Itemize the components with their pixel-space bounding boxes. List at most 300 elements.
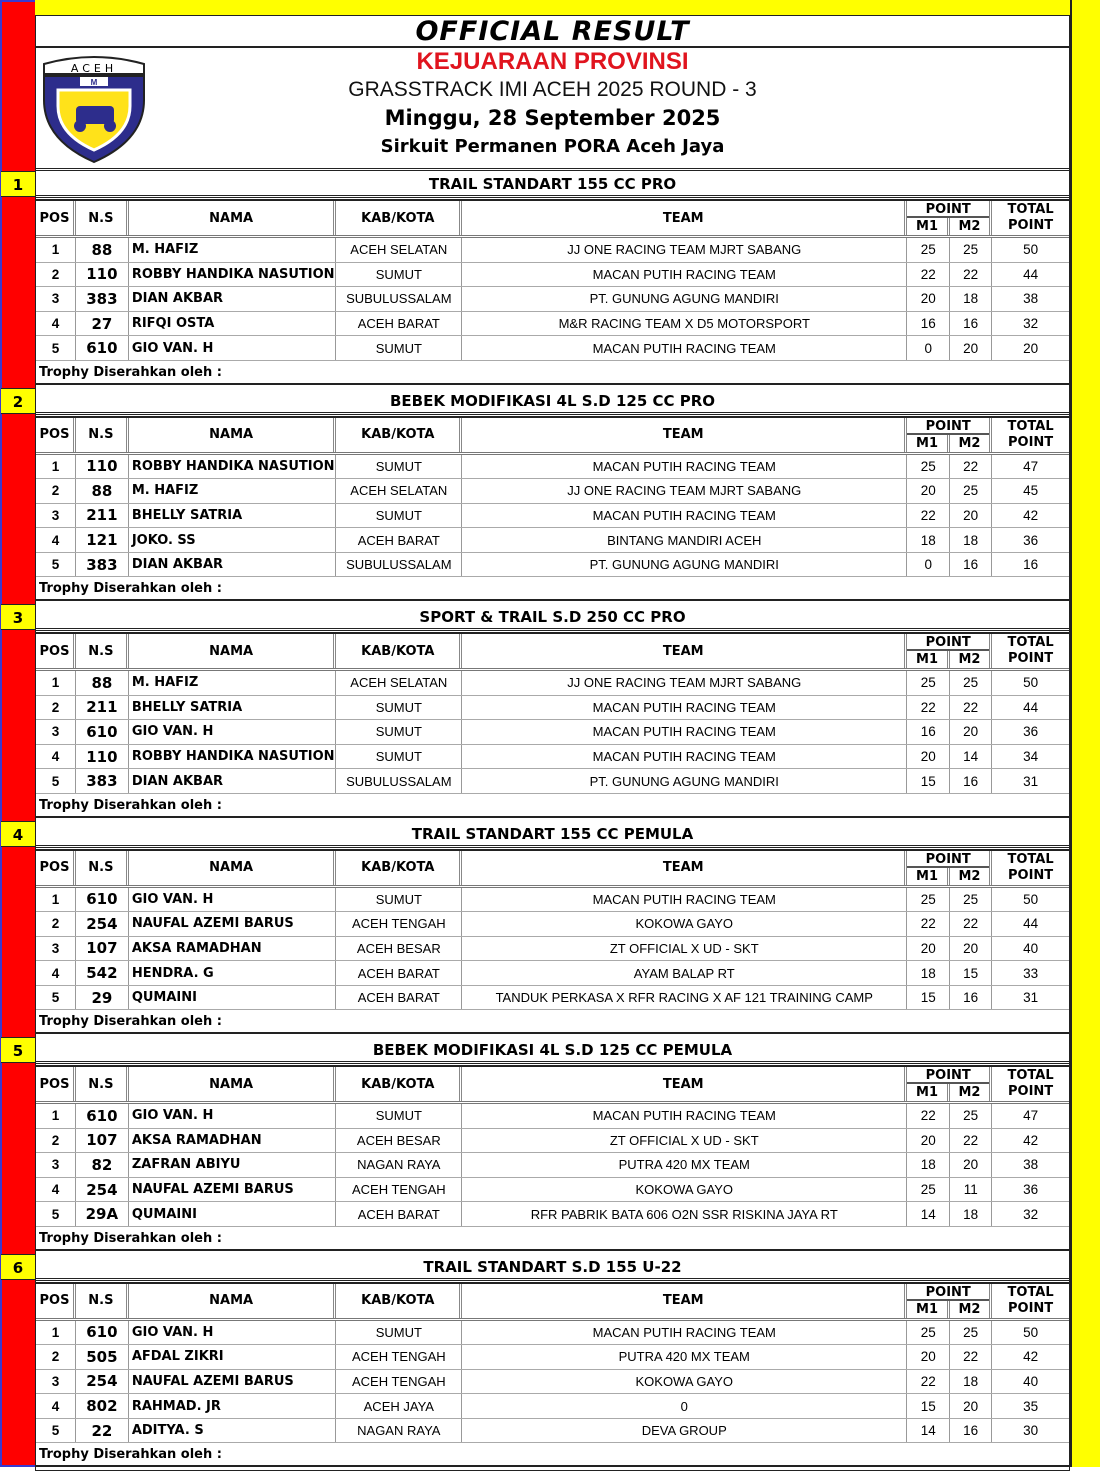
cell-rider-name: M. HAFIZ: [129, 479, 337, 503]
col-nama: NAMA: [129, 1067, 337, 1101]
cell-pos: 1: [36, 455, 76, 479]
cell-rider-name: DIAN AKBAR: [129, 287, 337, 311]
cell-rider-name: NAUFAL AZEMI BARUS: [129, 912, 337, 936]
cell-team: KOKOWA GAYO: [462, 912, 907, 936]
cell-m1-point: 25: [907, 671, 950, 695]
cell-rider-name: ADITYA. S: [129, 1419, 337, 1443]
cell-regency: ACEH TENGAH: [336, 1345, 462, 1369]
cell-team: MACAN PUTIH RACING TEAM: [462, 888, 907, 912]
col-total: [992, 1284, 1069, 1318]
event-name: KEJUARAAN PROVINSI: [416, 48, 689, 75]
table-row: [36, 455, 1069, 480]
col-ns: N.S: [76, 634, 129, 668]
cell-m2-point: 25: [950, 671, 992, 695]
cell-regency: ACEH BARAT: [336, 961, 462, 985]
cell-m1-point: 22: [907, 1104, 950, 1128]
column-header: [36, 1282, 1069, 1321]
col-point: POINT: [907, 201, 989, 218]
svg-text:ACEH: ACEH: [70, 62, 118, 75]
col-point: POINT: [907, 851, 989, 868]
cell-rider-name: GIO VAN. H: [129, 888, 337, 912]
cell-m2-point: 25: [950, 888, 992, 912]
col-m1: M1: [907, 1301, 949, 1318]
cell-rider-name: RIFQI OSTA: [129, 312, 337, 336]
cell-m1-point: 16: [907, 720, 950, 744]
cell-total-point: 44: [1023, 916, 1039, 932]
cell-total-point: 16: [1023, 557, 1039, 573]
col-point-group: [907, 1284, 992, 1318]
cell-total-point: 32: [1023, 1206, 1039, 1222]
cell-total-point: 32: [1023, 316, 1039, 332]
cell-race-number: 107: [76, 1129, 129, 1153]
cell-total-point: 47: [1023, 1108, 1039, 1124]
cell-race-number: 610: [76, 1104, 129, 1128]
cell-rider-name: BHELLY SATRIA: [129, 504, 337, 528]
trophy-line: Trophy Diserahkan oleh :: [36, 1443, 1069, 1467]
cell-team: RFR PABRIK BATA 606 O2N SSR RISKINA JAYA RT: [462, 1202, 907, 1226]
cell-regency: ACEH TENGAH: [336, 1178, 462, 1202]
cell-race-number: 88: [76, 238, 129, 262]
table-row: [36, 312, 1069, 337]
cell-total-point: 42: [1023, 1132, 1039, 1148]
table-row: [36, 238, 1069, 263]
sections: [12, 171, 1069, 1470]
table-row: [36, 1153, 1069, 1178]
cell-rider-name: QUMAINI: [129, 1202, 337, 1226]
col-kab: KAB/KOTA: [336, 201, 462, 235]
document-title: OFFICIAL RESULT: [36, 16, 1069, 48]
cell-regency: ACEH BARAT: [336, 986, 462, 1010]
cell-race-number: 110: [76, 745, 129, 769]
table-row: [36, 769, 1069, 794]
cell-m1-point: 20: [907, 745, 950, 769]
cell-team: MACAN PUTIH RACING TEAM: [462, 720, 907, 744]
col-total: [992, 1067, 1069, 1101]
cell-rider-name: QUMAINI: [129, 986, 337, 1010]
cell-race-number: 610: [76, 888, 129, 912]
cell-regency: SUBULUSSALAM: [336, 287, 462, 311]
cell-pos: 5: [36, 986, 76, 1010]
cell-total-point: 42: [1023, 507, 1039, 523]
cell-m1-point: 25: [907, 1321, 950, 1345]
column-header: [36, 849, 1069, 888]
table-row: [36, 1321, 1069, 1346]
cell-regency: SUMUT: [336, 263, 462, 287]
cell-regency: SUMUT: [336, 455, 462, 479]
cell-rider-name: BHELLY SATRIA: [129, 696, 337, 720]
table-row: [36, 263, 1069, 288]
cell-team: ZT OFFICIAL X UD - SKT: [462, 1129, 907, 1153]
cell-race-number: 254: [76, 912, 129, 936]
cell-m1-point: 22: [907, 912, 950, 936]
cell-m1-point: 18: [907, 528, 950, 552]
cell-team: JJ ONE RACING TEAM MJRT SABANG: [462, 671, 907, 695]
cell-m2-point: 15: [950, 961, 992, 985]
cell-total-point: 44: [1023, 699, 1039, 715]
col-pos: POS: [36, 634, 76, 668]
cell-regency: SUMUT: [336, 1104, 462, 1128]
cell-race-number: 211: [76, 696, 129, 720]
cell-m1-point: 20: [907, 937, 950, 961]
cell-team: 0: [462, 1394, 907, 1418]
col-team: TEAM: [462, 418, 907, 452]
cell-team: JJ ONE RACING TEAM MJRT SABANG: [462, 238, 907, 262]
col-point-group: [907, 201, 992, 235]
cell-regency: ACEH BARAT: [336, 528, 462, 552]
col-pos: POS: [36, 851, 76, 885]
cell-rider-name: DIAN AKBAR: [129, 769, 337, 793]
cell-m1-point: 20: [907, 1129, 950, 1153]
cell-pos: 1: [36, 238, 76, 262]
cell-regency: SUMUT: [336, 336, 462, 360]
cell-m2-point: 22: [950, 1129, 992, 1153]
cell-m2-point: 20: [950, 504, 992, 528]
trophy-line: Trophy Diserahkan oleh :: [36, 1227, 1069, 1251]
cell-regency: SUMUT: [336, 1321, 462, 1345]
table-row: [36, 720, 1069, 745]
class-section: [12, 821, 1069, 1038]
cell-m1-point: 0: [907, 553, 950, 577]
cell-m2-point: 18: [950, 528, 992, 552]
cell-pos: 4: [36, 312, 76, 336]
cell-pos: 4: [36, 745, 76, 769]
cell-m1-point: 25: [907, 1178, 950, 1202]
cell-m2-point: 20: [950, 1394, 992, 1418]
cell-rider-name: GIO VAN. H: [129, 1104, 337, 1128]
col-point: POINT: [907, 1284, 989, 1301]
cell-race-number: 22: [76, 1419, 129, 1443]
column-header: [36, 1065, 1069, 1104]
cell-m2-point: 20: [950, 336, 992, 360]
table-row: [36, 287, 1069, 312]
class-title: BEBEK MODIFIKASI 4L S.D 125 CC PEMULA: [36, 1037, 1069, 1064]
col-total-line2: POINT: [1007, 434, 1054, 450]
class-section: [12, 604, 1069, 821]
cell-team: JJ ONE RACING TEAM MJRT SABANG: [462, 479, 907, 503]
cell-total-point: 34: [1023, 749, 1039, 765]
col-point-group: [907, 634, 992, 668]
col-total-line1: TOTAL: [1007, 1068, 1054, 1083]
cell-m1-point: 18: [907, 1153, 950, 1177]
cell-regency: ACEH BARAT: [336, 312, 462, 336]
svg-text:M: M: [90, 78, 98, 87]
col-ns: N.S: [76, 1067, 129, 1101]
col-kab: KAB/KOTA: [336, 634, 462, 668]
cell-pos: 3: [36, 937, 76, 961]
cell-race-number: 110: [76, 455, 129, 479]
cell-m1-point: 22: [907, 1370, 950, 1394]
col-m1: M1: [907, 651, 949, 668]
cell-m2-point: 20: [950, 937, 992, 961]
col-total-line2: POINT: [1007, 651, 1054, 666]
cell-team: PUTRA 420 MX TEAM: [462, 1153, 907, 1177]
col-m2: M2: [958, 219, 981, 234]
cell-race-number: 82: [76, 1153, 129, 1177]
col-total-line1: TOTAL: [1007, 418, 1054, 434]
cell-race-number: 110: [76, 263, 129, 287]
cell-team: AYAM BALAP RT: [462, 961, 907, 985]
right-bar: [1070, 0, 1100, 1467]
cell-regency: NAGAN RAYA: [336, 1419, 462, 1443]
cell-team: MACAN PUTIH RACING TEAM: [462, 696, 907, 720]
cell-m2-point: 22: [950, 696, 992, 720]
cell-regency: ACEH SELATAN: [336, 671, 462, 695]
cell-team: MACAN PUTIH RACING TEAM: [462, 504, 907, 528]
col-m2: M2: [958, 652, 981, 667]
cell-rider-name: ROBBY HANDIKA NASUTION: [129, 263, 337, 287]
cell-race-number: 383: [76, 287, 129, 311]
cell-m2-point: 25: [950, 1104, 992, 1128]
cell-team: PT. GUNUNG AGUNG MANDIRI: [462, 553, 907, 577]
cell-m2-point: 22: [950, 455, 992, 479]
cell-rider-name: NAUFAL AZEMI BARUS: [129, 1370, 337, 1394]
cell-race-number: 610: [76, 720, 129, 744]
cell-m1-point: 22: [907, 696, 950, 720]
cell-total-point: 50: [1023, 891, 1039, 907]
col-m2: M2: [958, 1301, 981, 1317]
col-m2: M2: [958, 868, 981, 884]
cell-team: ZT OFFICIAL X UD - SKT: [462, 937, 907, 961]
col-point-group: [907, 851, 992, 885]
cell-rider-name: HENDRA. G: [129, 961, 337, 985]
cell-m2-point: 22: [950, 1345, 992, 1369]
cell-pos: 1: [36, 888, 76, 912]
cell-m2-point: 11: [950, 1178, 992, 1202]
table-row: [36, 1394, 1069, 1419]
col-point-group: [907, 1067, 992, 1101]
cell-m2-point: 16: [950, 312, 992, 336]
col-total-line2: POINT: [1007, 1300, 1054, 1316]
cell-race-number: 610: [76, 1321, 129, 1345]
col-kab: KAB/KOTA: [336, 418, 462, 452]
cell-rider-name: AKSA RAMADHAN: [129, 937, 337, 961]
cell-m2-point: 25: [950, 238, 992, 262]
cell-regency: ACEH BESAR: [336, 1129, 462, 1153]
col-point: POINT: [907, 634, 989, 651]
table-row: [36, 986, 1069, 1011]
column-header: [36, 199, 1069, 238]
cell-regency: SUMUT: [336, 888, 462, 912]
table-row: [36, 1345, 1069, 1370]
cell-m1-point: 22: [907, 504, 950, 528]
cell-rider-name: M. HAFIZ: [129, 671, 337, 695]
trophy-line: Trophy Diserahkan oleh :: [36, 361, 1069, 385]
event-series: GRASSTRACK IMI ACEH 2025 ROUND - 3: [348, 78, 757, 101]
cell-m1-point: 16: [907, 312, 950, 336]
cell-pos: 4: [36, 1178, 76, 1202]
cell-pos: 2: [36, 696, 76, 720]
document-header: [36, 16, 1069, 171]
cell-total-point: 47: [1023, 458, 1039, 474]
table-row: [36, 1178, 1069, 1203]
table-row: [36, 912, 1069, 937]
cell-pos: 3: [36, 1370, 76, 1394]
cell-total-point: 31: [1023, 773, 1039, 789]
table-row: [36, 1419, 1069, 1444]
cell-rider-name: GIO VAN. H: [129, 1321, 337, 1345]
cell-team: MACAN PUTIH RACING TEAM: [462, 1321, 907, 1345]
trophy-line: Trophy Diserahkan oleh :: [36, 577, 1069, 601]
cell-regency: SUMUT: [336, 696, 462, 720]
cell-pos: 3: [36, 287, 76, 311]
section-number: 4: [1, 821, 35, 847]
col-m1: M1: [907, 435, 949, 452]
cell-race-number: 88: [76, 671, 129, 695]
cell-regency: SUBULUSSALAM: [336, 769, 462, 793]
col-nama: NAMA: [129, 851, 337, 885]
col-ns: N.S: [76, 201, 129, 235]
cell-rider-name: RAHMAD. JR: [129, 1394, 337, 1418]
cell-m2-point: 14: [950, 745, 992, 769]
cell-race-number: 88: [76, 479, 129, 503]
imi-aceh-logo: [40, 50, 148, 165]
cell-regency: ACEH JAYA: [336, 1394, 462, 1418]
cell-total-point: 50: [1023, 1324, 1039, 1340]
cell-rider-name: JOKO. SS: [129, 528, 337, 552]
cell-m2-point: 22: [950, 263, 992, 287]
col-pos: POS: [36, 1067, 76, 1101]
col-team: TEAM: [462, 1067, 907, 1101]
cell-m2-point: 18: [950, 1370, 992, 1394]
cell-total-point: 33: [1023, 965, 1039, 981]
cell-regency: ACEH BARAT: [336, 1202, 462, 1226]
cell-m2-point: 16: [950, 769, 992, 793]
col-total-line1: TOTAL: [1007, 1284, 1054, 1300]
col-ns: N.S: [76, 418, 129, 452]
cell-regency: SUMUT: [336, 720, 462, 744]
cell-m2-point: 16: [950, 986, 992, 1010]
col-total-line1: TOTAL: [1007, 851, 1054, 867]
cell-pos: 4: [36, 1394, 76, 1418]
cell-rider-name: AKSA RAMADHAN: [129, 1129, 337, 1153]
top-bar: [35, 0, 1070, 15]
cell-total-point: 50: [1023, 675, 1039, 691]
cell-m1-point: 22: [907, 263, 950, 287]
section-number: 1: [1, 171, 35, 197]
col-point-group: [907, 418, 992, 452]
col-total-line2: POINT: [1007, 867, 1054, 883]
col-team: TEAM: [462, 634, 907, 668]
column-header: [36, 416, 1069, 455]
col-kab: KAB/KOTA: [336, 1284, 462, 1318]
col-team: TEAM: [462, 851, 907, 885]
table-row: [36, 336, 1069, 361]
cell-m1-point: 18: [907, 961, 950, 985]
cell-pos: 3: [36, 1153, 76, 1177]
trophy-line: Trophy Diserahkan oleh :: [36, 794, 1069, 818]
cell-total-point: 45: [1023, 483, 1039, 499]
cell-pos: 2: [36, 912, 76, 936]
cell-regency: SUMUT: [336, 745, 462, 769]
cell-team: MACAN PUTIH RACING TEAM: [462, 263, 907, 287]
cell-rider-name: GIO VAN. H: [129, 336, 337, 360]
cell-race-number: 29A: [76, 1202, 129, 1226]
cell-total-point: 36: [1023, 1182, 1039, 1198]
cell-total-point: 36: [1023, 724, 1039, 740]
result-sheet: [12, 15, 1070, 1471]
cell-m2-point: 18: [950, 287, 992, 311]
cell-race-number: 107: [76, 937, 129, 961]
col-nama: NAMA: [129, 634, 337, 668]
cell-pos: 5: [36, 553, 76, 577]
cell-race-number: 802: [76, 1394, 129, 1418]
cell-total-point: 36: [1023, 532, 1039, 548]
col-total: [992, 851, 1069, 885]
cell-m1-point: 20: [907, 1345, 950, 1369]
col-team: TEAM: [462, 1284, 907, 1318]
table-row: [36, 553, 1069, 578]
col-nama: NAMA: [129, 1284, 337, 1318]
class-title: BEBEK MODIFIKASI 4L S.D 125 CC PRO: [36, 388, 1069, 415]
cell-pos: 1: [36, 1104, 76, 1128]
trophy-line: Trophy Diserahkan oleh :: [36, 1010, 1069, 1034]
section-number: 5: [1, 1037, 35, 1063]
cell-team: MACAN PUTIH RACING TEAM: [462, 336, 907, 360]
section-number: 3: [1, 604, 35, 630]
cell-race-number: 211: [76, 504, 129, 528]
col-total: [992, 634, 1069, 668]
class-section: [12, 1254, 1069, 1471]
col-m2: M2: [958, 435, 981, 451]
cell-pos: 3: [36, 720, 76, 744]
cell-pos: 2: [36, 1129, 76, 1153]
cell-team: M&R RACING TEAM X D5 MOTORSPORT: [462, 312, 907, 336]
cell-rider-name: NAUFAL AZEMI BARUS: [129, 1178, 337, 1202]
table-row: [36, 888, 1069, 913]
cell-regency: ACEH SELATAN: [336, 238, 462, 262]
cell-race-number: 254: [76, 1178, 129, 1202]
col-m1: M1: [907, 218, 949, 235]
cell-pos: 1: [36, 671, 76, 695]
cell-pos: 2: [36, 1345, 76, 1369]
table-row: [36, 961, 1069, 986]
cell-race-number: 383: [76, 769, 129, 793]
table-row: [36, 1202, 1069, 1227]
cell-pos: 5: [36, 769, 76, 793]
col-point: POINT: [907, 418, 989, 435]
cell-m1-point: 25: [907, 888, 950, 912]
cell-regency: NAGAN RAYA: [336, 1153, 462, 1177]
table-row: [36, 696, 1069, 721]
cell-team: MACAN PUTIH RACING TEAM: [462, 455, 907, 479]
table-row: [36, 937, 1069, 962]
cell-race-number: 254: [76, 1370, 129, 1394]
cell-total-point: 38: [1023, 291, 1039, 307]
cell-pos: 3: [36, 504, 76, 528]
cell-rider-name: ZAFRAN ABIYU: [129, 1153, 337, 1177]
cell-total-point: 50: [1023, 242, 1039, 258]
cell-team: PUTRA 420 MX TEAM: [462, 1345, 907, 1369]
cell-pos: 5: [36, 336, 76, 360]
table-row: [36, 479, 1069, 504]
col-pos: POS: [36, 201, 76, 235]
cell-regency: ACEH BESAR: [336, 937, 462, 961]
cell-team: DEVA GROUP: [462, 1419, 907, 1443]
cell-m1-point: 15: [907, 769, 950, 793]
table-row: [36, 1129, 1069, 1154]
event-date: Minggu, 28 September 2025: [384, 106, 721, 130]
cell-pos: 4: [36, 528, 76, 552]
cell-m1-point: 20: [907, 287, 950, 311]
class-title: SPORT & TRAIL S.D 250 CC PRO: [36, 604, 1069, 631]
cell-rider-name: GIO VAN. H: [129, 720, 337, 744]
cell-total-point: 38: [1023, 1157, 1039, 1173]
class-title: TRAIL STANDART S.D 155 U-22: [36, 1254, 1069, 1281]
cell-m1-point: 14: [907, 1202, 950, 1226]
col-total-line2: POINT: [1007, 218, 1054, 233]
cell-rider-name: ROBBY HANDIKA NASUTION: [129, 455, 337, 479]
cell-race-number: 542: [76, 961, 129, 985]
